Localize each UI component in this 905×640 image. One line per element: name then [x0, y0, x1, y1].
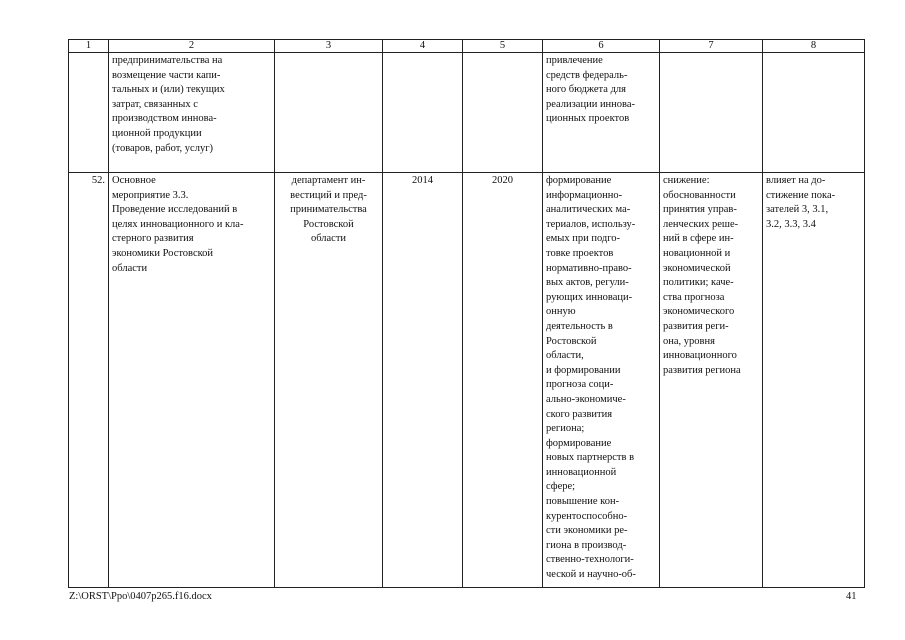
consequences-cell: снижение: обоснованности принятия управ- ленческих реше- ний в сфере ин- новационной и экономической политики; каче- ства прогноза экономического развития реги- она, уровня инновационного развития региона	[660, 173, 763, 588]
expected-result-cell: формирование информационно- аналитических ма- териалов, использу- емых при подго- товке проектов нормативно-право- вых актов, регули- рующих инноваци- онную деятельность в Ростовской области, и формировании прогноза соци- ально-экономиче- ского развития региона; формирование новых партнерств в инновационной сфере; повышение кон- курентоспособно- сти экономики ре- гиона в производ- ственно-технологи- ческой и научно-об-	[543, 173, 660, 588]
table-row	[69, 173, 865, 588]
indicators-cell	[763, 53, 865, 173]
executor-cell	[275, 53, 383, 173]
column-header: 7	[660, 40, 763, 53]
table-row	[69, 53, 865, 173]
expected-result-cell: привлечение средств федераль- ного бюджета для реализации иннова- ционных проектов	[543, 53, 660, 173]
page-number: 41	[846, 591, 857, 602]
activity-name-cell: Основное мероприятие 3.3. Проведение исследований в целях инновационного и кла- стерного развития экономики Ростовской области	[109, 173, 275, 588]
column-header: 6	[543, 40, 660, 53]
column-header: 5	[463, 40, 543, 53]
column-header: 4	[383, 40, 463, 53]
row-number-cell	[69, 53, 109, 173]
column-header: 8	[763, 40, 865, 53]
program-table	[68, 39, 865, 588]
end-year-cell: 2020	[463, 173, 543, 588]
column-header: 3	[275, 40, 383, 53]
activity-name-cell: предпринимательства на возмещение части капи- тальных и (или) текущих затрат, связанных с производством иннова- ционной продукции (товаров, работ, услуг)	[109, 53, 275, 173]
column-number-row	[69, 40, 865, 53]
row-number-cell: 52.	[69, 173, 109, 588]
file-path-footer: Z:\ORST\Ppo\0407p265.f16.docx	[69, 591, 212, 602]
consequences-cell	[660, 53, 763, 173]
indicators-cell: влияет на до- стижение пока- зателей 3, 3.1, 3.2, 3.3, 3.4	[763, 173, 865, 588]
end-year-cell	[463, 53, 543, 173]
column-header: 1	[69, 40, 109, 53]
column-header: 2	[109, 40, 275, 53]
start-year-cell	[383, 53, 463, 173]
start-year-cell: 2014	[383, 173, 463, 588]
executor-cell: департамент ин- вестиций и пред- принимательства Ростовской области	[275, 173, 383, 588]
